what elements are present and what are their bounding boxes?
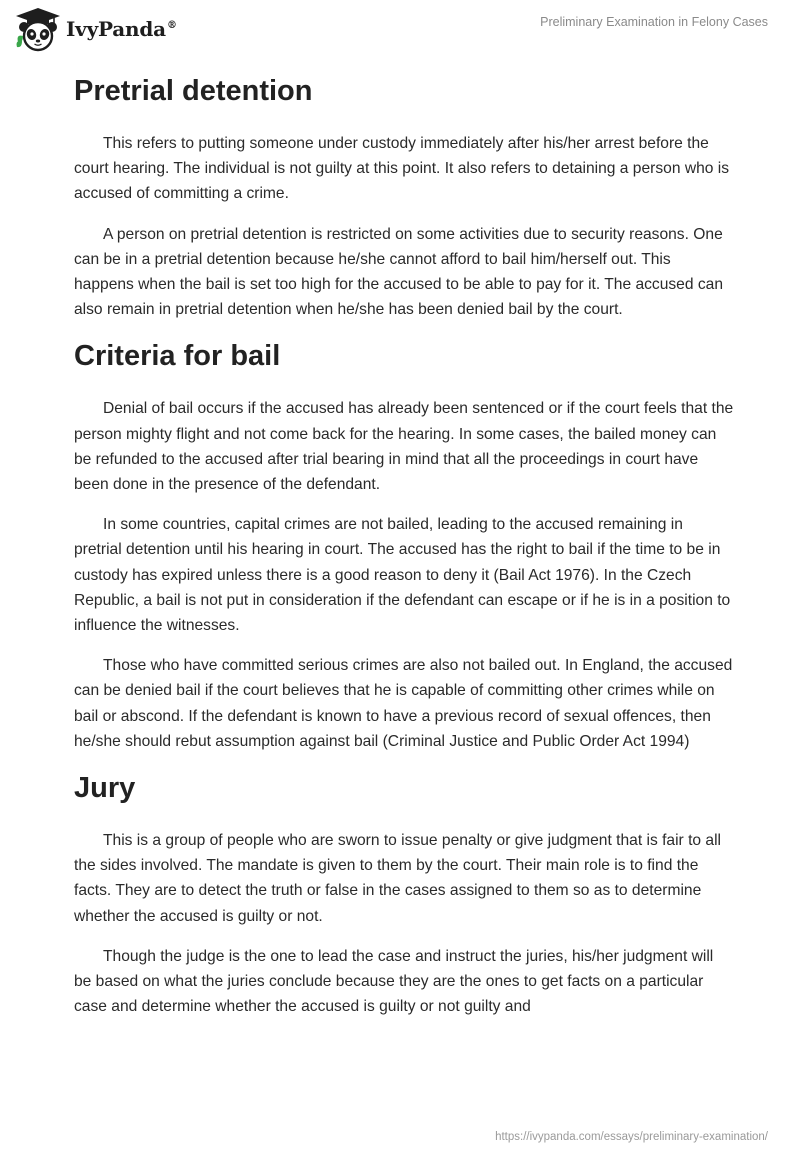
- section-heading: Jury: [74, 772, 136, 805]
- source-url-link[interactable]: https://ivypanda.com/essays/preliminary-examination/: [495, 1131, 768, 1143]
- paragraph: In some countries, capital crimes are not bailed, leading to the accused remaining in pretrial detention until his hearing in court. The accused has the right to bail if the time to be in custody has expired unless there is a good reason to deny it (Bail Act 1976). In the Czech Republic, a bail is not put in consideration if the defendant can escape or if he is in a position to influence the witnesses.: [74, 516, 731, 635]
- panda-graduate-icon: [14, 6, 62, 52]
- paragraph: This is a group of people who are sworn to issue penalty or give judgment that is fair to all the sides involved. The mandate is given to them by the court. Their main role is to find the facts. They are to detect the truth or false in the cases assigned to them so as to determine whether the accused is guilty or not.: [74, 832, 722, 925]
- section-heading: Pretrial detention: [74, 75, 313, 107]
- document-title: Preliminary Examination in Felony Cases: [540, 15, 768, 29]
- section-heading: Criteria for bail: [74, 340, 281, 373]
- paragraph: Though the judge is the one to lead the case and instruct the juries, his/her judgment will be based on what the juries conclude because they are the ones to get facts on a particular case and determine whether the accused is guilty or not guilty and: [74, 947, 714, 1016]
- brand-name: IvyPanda®: [66, 17, 177, 41]
- paragraph: A person on pretrial detention is restricted on some activities due to security reasons. One can be in a pretrial detention because he/she cannot afford to bail him/herself out. This happens when the bail is set too high for the accused to be able to pay for it. The accused can also remain in pretrial detention when he/she has been denied bail by the court.: [74, 225, 724, 319]
- ivypanda-logo[interactable]: [14, 6, 177, 52]
- paragraph: This refers to putting someone under custody immediately after his/her arrest before the court hearing. The individual is not guilty at this point. It also refers to detaining a person who is accused of committing a crime.: [74, 135, 730, 203]
- paragraph: Those who have committed serious crimes are also not bailed out. In England, the accused can be denied bail if the court believes that he is capable of committing other crimes while on bail or abscond. If the defendant is known to have a previous record of sexual offences, then he/she should rebut assumption against bail (Criminal Justice and Public Order Act 1994): [74, 657, 733, 750]
- paragraph: Denial of bail occurs if the accused has already been sentenced or if the court feels that the person mighty flight and not come back for the hearing. In some cases, the bailed money can be refunded to the accused after trial bearing in mind that all the proceedings in court have been done in the presence of the defendant.: [74, 400, 734, 494]
- page-header: [0, 0, 800, 60]
- essay-body: [74, 70, 734, 1019]
